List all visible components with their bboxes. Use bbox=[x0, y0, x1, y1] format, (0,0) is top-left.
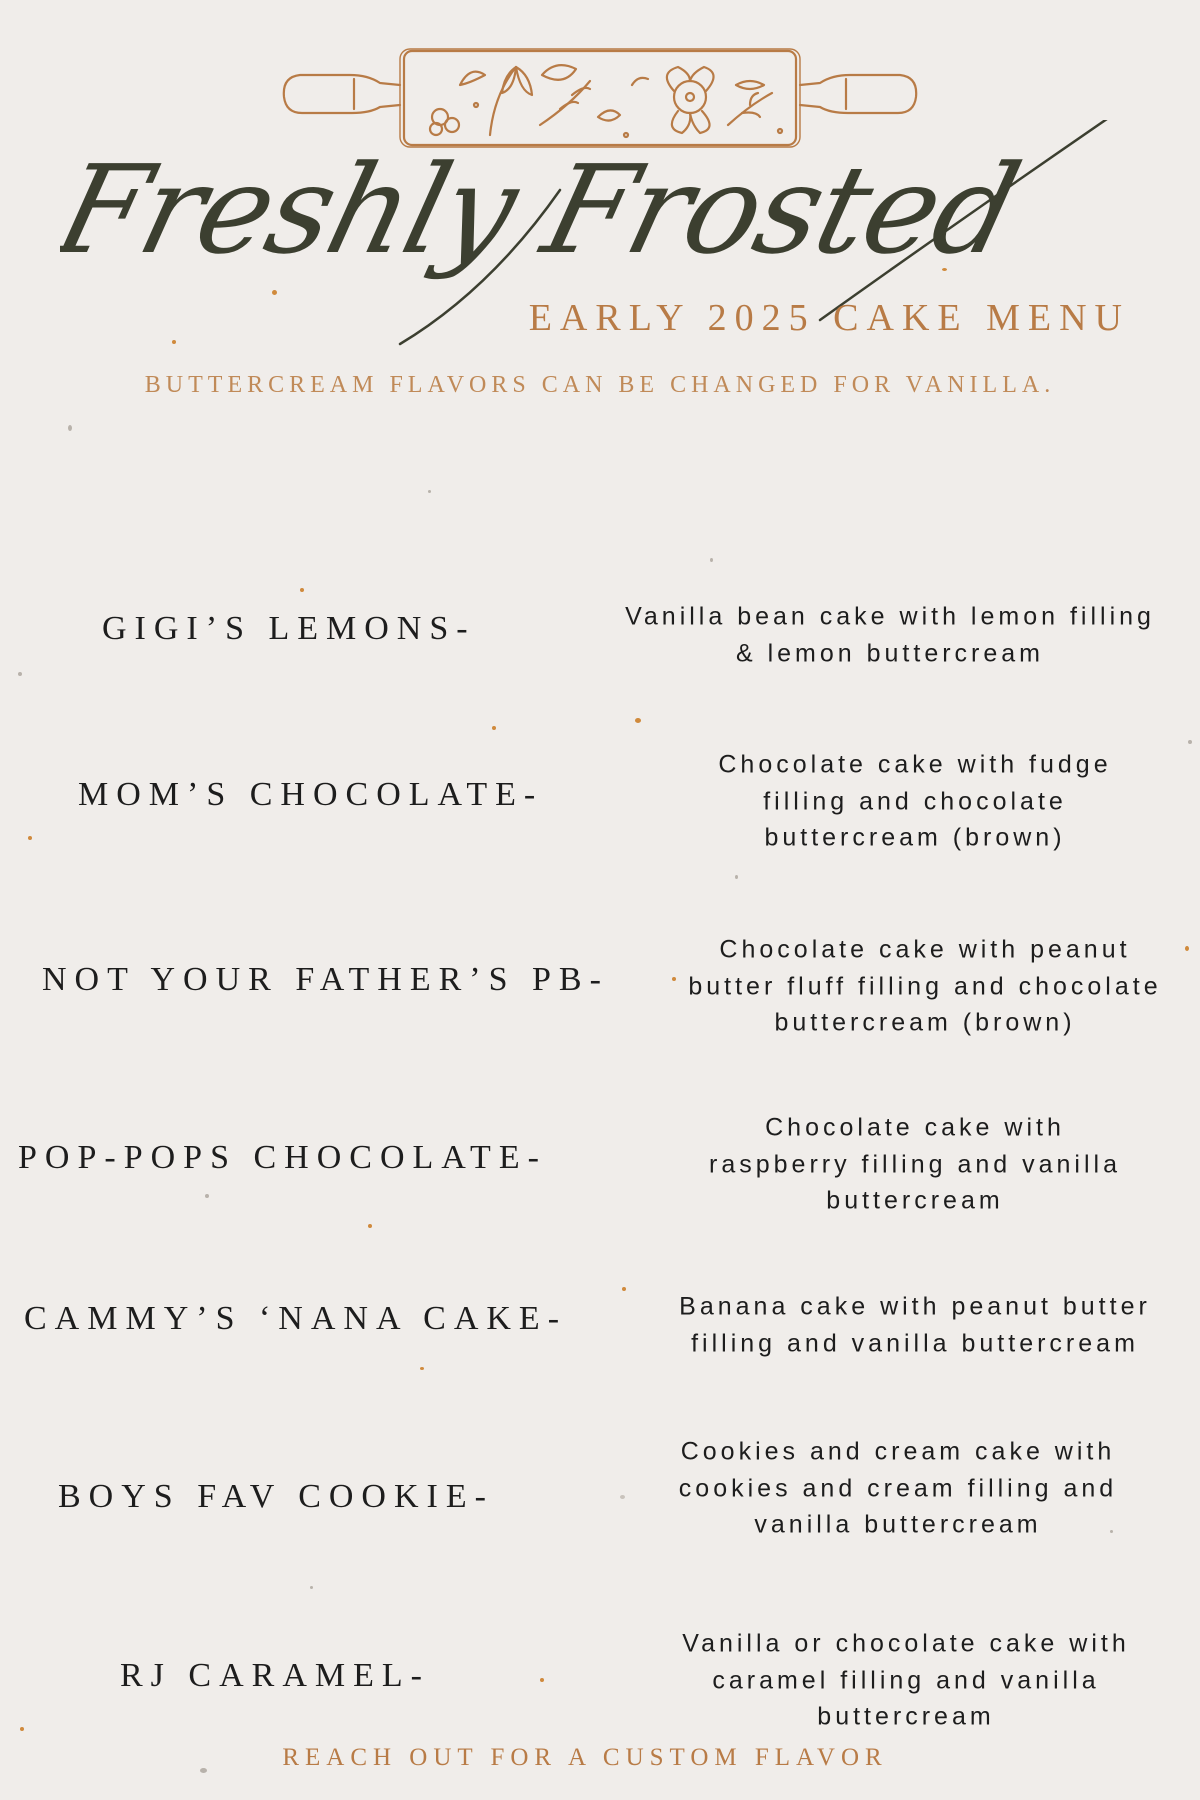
menu-subtitle: EARLY 2025 CAKE MENU bbox=[528, 297, 1130, 339]
menu-item-name: MOM’S CHOCOLATE- bbox=[78, 776, 544, 813]
menu-item-name: RJ CARAMEL- bbox=[120, 1657, 430, 1694]
menu-item-name: CAMMY’S ‘NANA CAKE- bbox=[24, 1300, 568, 1337]
menu-item-name: POP-POPS CHOCOLATE- bbox=[18, 1139, 547, 1176]
menu-item-description: Cookies and cream cake with cookies and cream filling and vanilla buttercream bbox=[678, 1437, 1118, 1539]
menu-item-description: Chocolate cake with peanut butter fluff filling and chocolate buttercream (brown) bbox=[688, 935, 1162, 1037]
menu-item-description: Vanilla bean cake with lemon filling & lemon buttercream bbox=[625, 602, 1155, 667]
custom-flavor-note: REACH OUT FOR A CUSTOM FLAVOR bbox=[282, 1744, 888, 1771]
menu-item-description: Chocolate cake with fudge filling and chocolate buttercream (brown) bbox=[718, 750, 1112, 852]
menu-item-name: GIGI’S LEMONS- bbox=[102, 610, 476, 647]
menu-item-description: Chocolate cake with raspberry filling and vanilla buttercream bbox=[709, 1113, 1121, 1215]
menu-item-name: NOT YOUR FATHER’S PB- bbox=[42, 961, 609, 998]
buttercream-note: BUTTERCREAM FLAVORS CAN BE CHANGED FOR VANILLA. bbox=[144, 372, 1056, 398]
menu-item-description: Vanilla or chocolate cake with caramel filling and vanilla buttercream bbox=[682, 1629, 1130, 1731]
menu-item-name: BOYS FAV COOKIE- bbox=[58, 1478, 494, 1515]
menu-item-description: Banana cake with peanut butter filling and vanilla buttercream bbox=[679, 1292, 1151, 1357]
brand-title-text: Freshly Frosted bbox=[60, 139, 1031, 282]
